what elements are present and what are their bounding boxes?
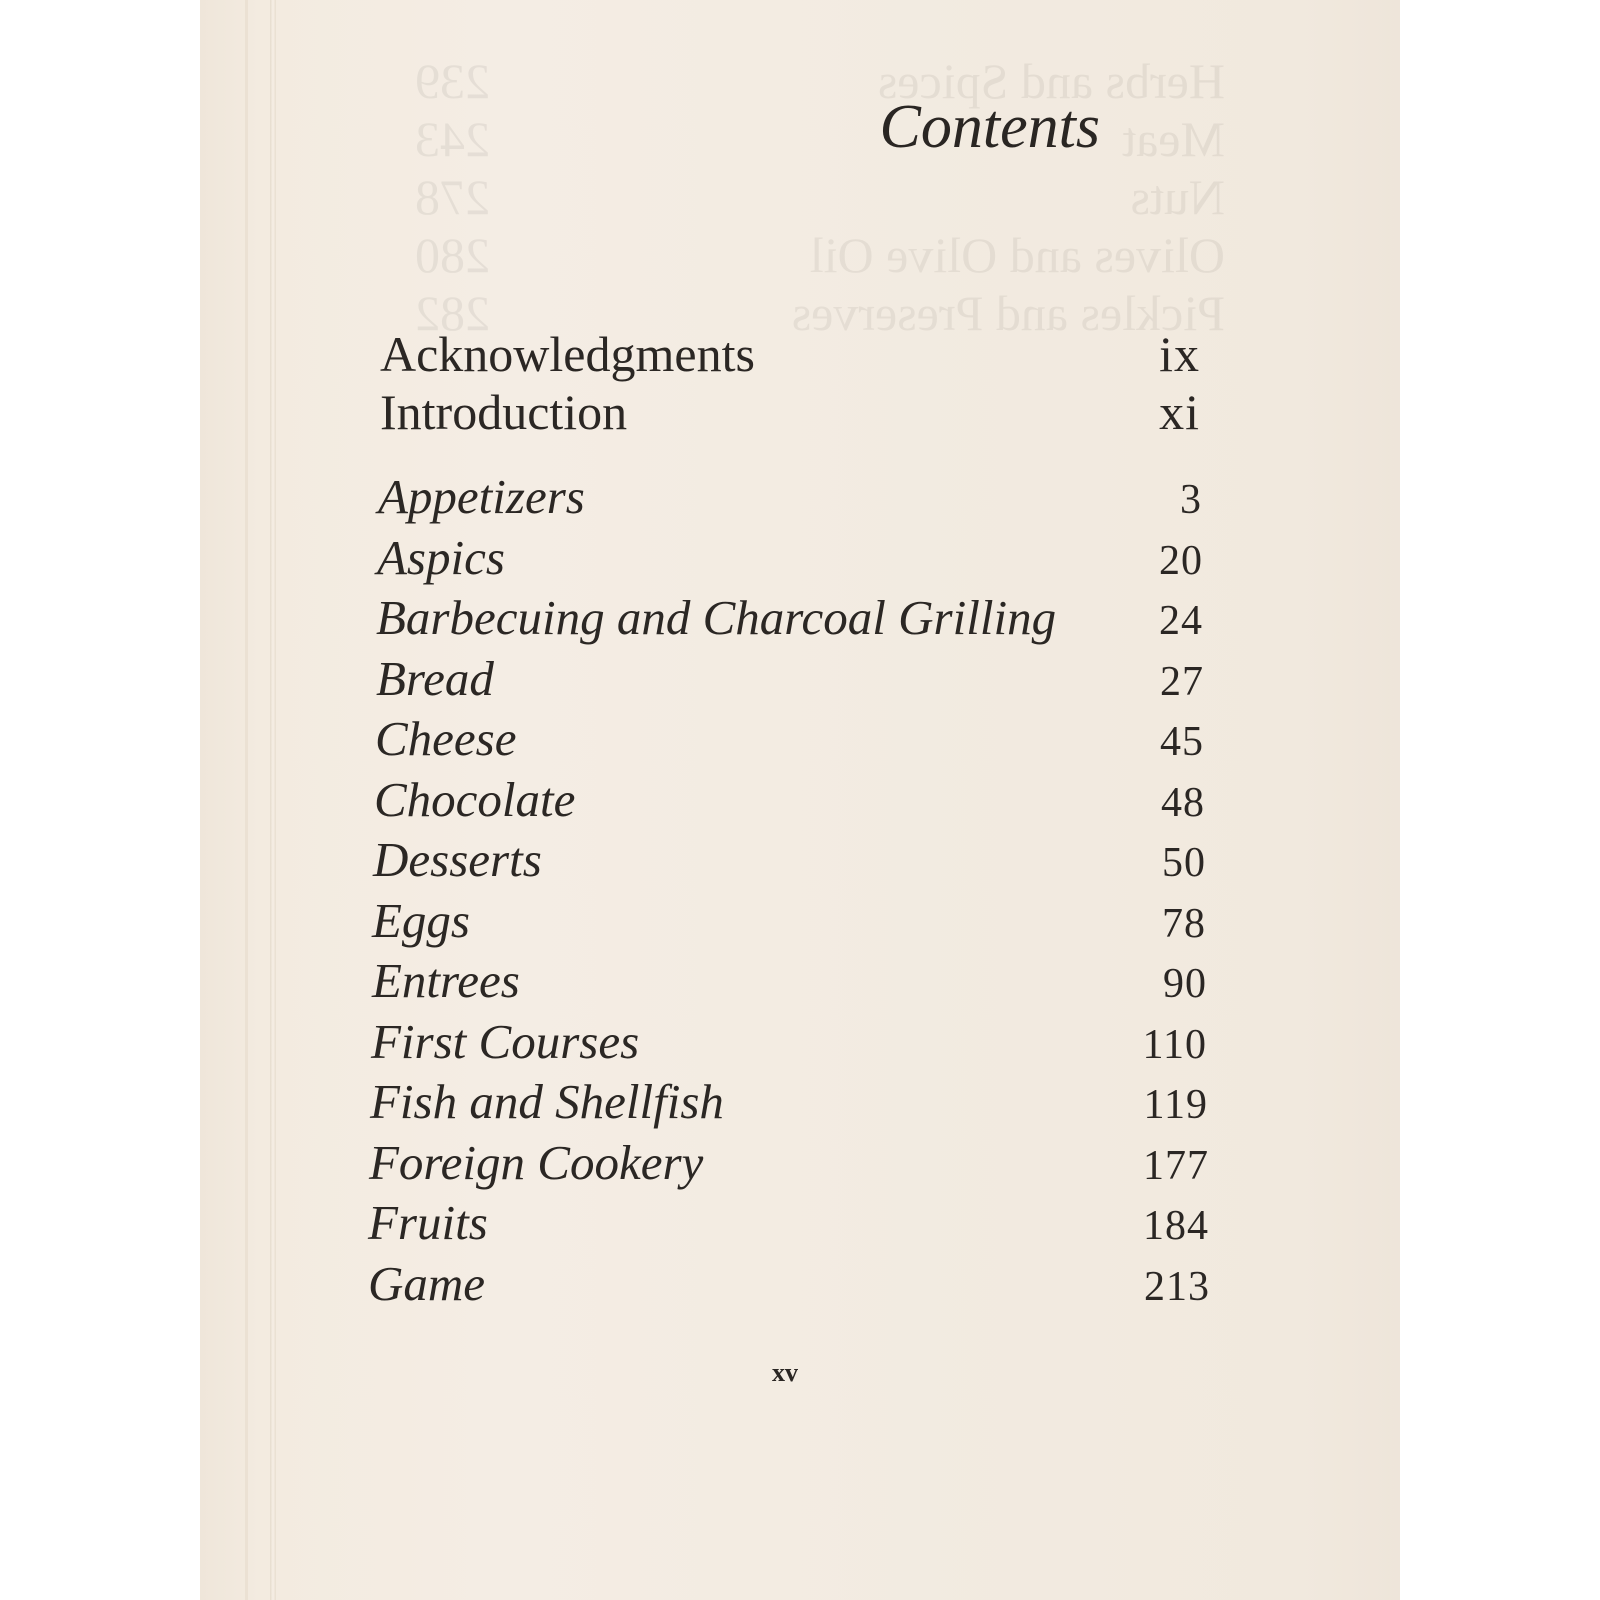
toc-entry	[377, 529, 1203, 586]
toc-entry-title: First Courses	[371, 1013, 640, 1069]
toc-entry	[376, 589, 1203, 646]
book-page	[200, 0, 1400, 1600]
toc-entry	[376, 650, 1204, 707]
ghost-row: Herbs and Spices 239	[415, 53, 1225, 109]
toc-entry-title: Bread	[376, 650, 494, 706]
toc-entry-title: Appetizers	[378, 469, 585, 524]
toc-entry-title: Aspics	[377, 529, 505, 585]
toc-entry	[369, 1134, 1209, 1191]
toc-entry-page: 3	[1180, 477, 1202, 523]
toc-entry-page: 48	[1161, 779, 1205, 826]
toc-entry-page: 90	[1163, 961, 1207, 1007]
toc-entry-page: xi	[1159, 384, 1200, 440]
ghost-row: Nuts 278	[415, 169, 1225, 225]
toc-entry-title: Barbecuing and Charcoal Grilling	[376, 590, 1057, 645]
toc-entry-page: ix	[1159, 326, 1200, 382]
toc-entry-title: Chocolate	[374, 771, 576, 827]
toc-entry	[373, 831, 1206, 888]
toc-entry	[368, 1194, 1209, 1251]
toc-entry-title: Cheese	[375, 711, 517, 766]
toc-entry-page: 50	[1162, 840, 1206, 886]
binding-fold	[270, 0, 276, 1600]
toc-entry	[378, 468, 1202, 525]
toc-entry-page: 184	[1143, 1203, 1209, 1249]
toc-entry	[380, 325, 1200, 383]
toc-entry-page: 20	[1159, 537, 1203, 584]
ghost-row: Olives and Olive Oil 280	[415, 227, 1225, 283]
toc-entry	[368, 1255, 1210, 1312]
toc-entry-title: Acknowledgments	[380, 326, 755, 382]
toc-entry	[372, 952, 1207, 1009]
toc-entry	[372, 892, 1206, 949]
toc-entry-title: Introduction	[380, 384, 628, 440]
toc-entry-title: Entrees	[372, 953, 520, 1008]
toc-entry	[371, 1013, 1207, 1070]
binding-edge	[245, 0, 248, 1600]
page-number: xv	[772, 1358, 798, 1387]
toc-entry-page: 45	[1160, 719, 1204, 765]
toc-entry-title: Eggs	[372, 892, 470, 948]
toc-entry-title: Fish and Shellfish	[370, 1074, 724, 1129]
toc-entry-title: Game	[368, 1255, 486, 1311]
toc-entry-page: 24	[1159, 598, 1203, 644]
ghost-row: Pickles and Preserves 282	[415, 285, 1225, 341]
toc-entry	[375, 710, 1204, 767]
toc-entry-page: 110	[1142, 1021, 1207, 1068]
ghost-row: Meat 243	[415, 111, 1225, 167]
toc-entry-title: Fruits	[368, 1195, 488, 1250]
toc-entry-title: Foreign Cookery	[369, 1134, 704, 1190]
toc-entry	[380, 383, 1200, 441]
toc-entry	[370, 1073, 1208, 1130]
toc-entry-page: 78	[1162, 900, 1206, 947]
page-title: Contents	[879, 93, 1100, 161]
toc-entry-page: 177	[1143, 1142, 1209, 1189]
toc-entry-page: 27	[1160, 658, 1204, 705]
toc-entry-page: 213	[1144, 1263, 1210, 1310]
toc-entry-page: 119	[1143, 1082, 1208, 1128]
toc-entry	[374, 771, 1205, 828]
toc-entry-title: Desserts	[373, 832, 542, 887]
